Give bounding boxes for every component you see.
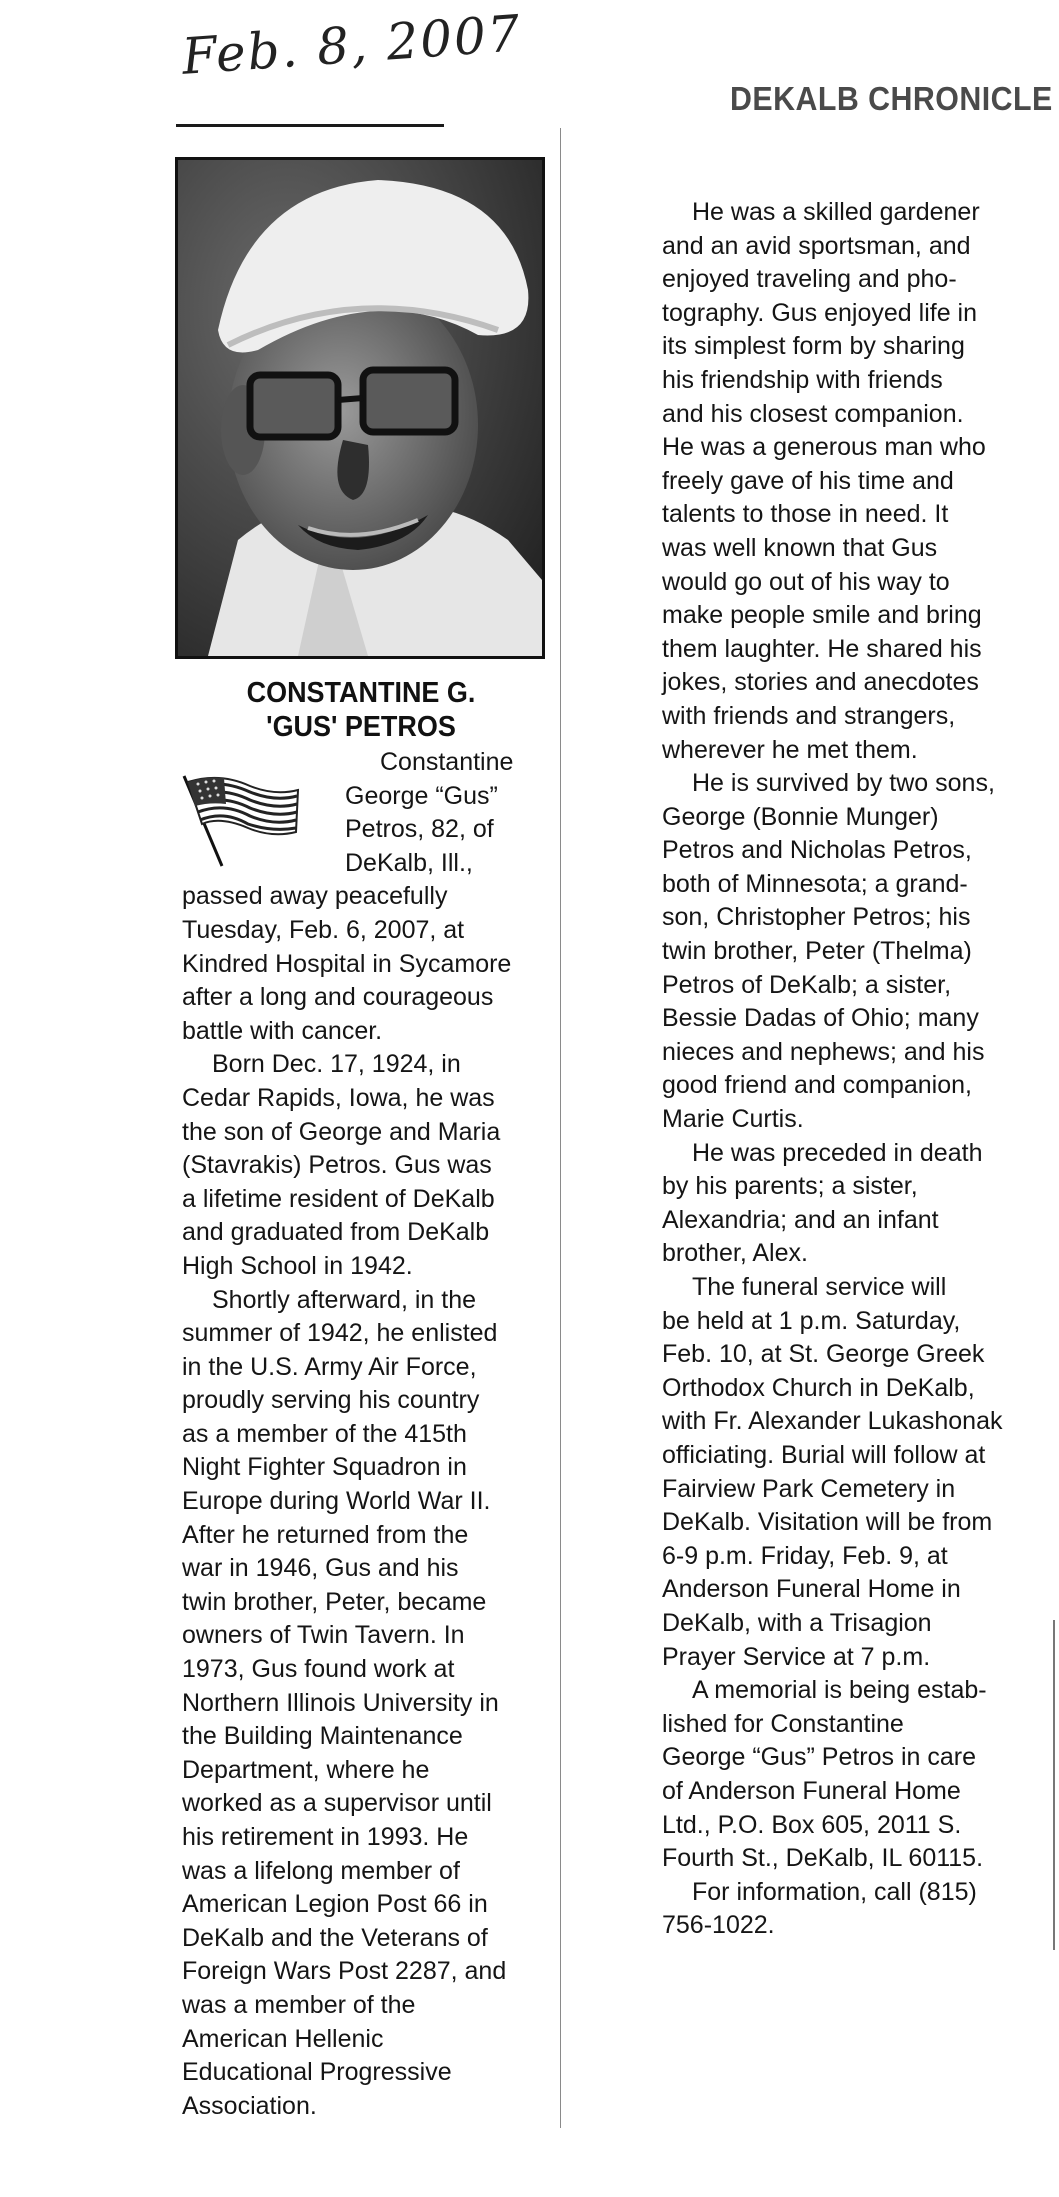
headline-line-1: CONSTANTINE G.	[246, 677, 476, 709]
text-line: was well known that Gus	[662, 533, 938, 562]
text-line: was a lifelong member of	[182, 1856, 460, 1885]
text-line: his friendship with friends	[662, 365, 943, 394]
text-line: American Legion Post 66 in	[182, 1890, 488, 1919]
text-line: Educational Progressive	[182, 2058, 452, 2087]
intro-line: DeKalb, Ill.,	[345, 848, 473, 877]
intro-line: Petros, 82, of	[345, 815, 494, 844]
text-line: He was preceded in death	[692, 1138, 983, 1167]
text-line: officiating. Burial will follow at	[662, 1440, 986, 1469]
text-line: be held at 1 p.m. Saturday,	[662, 1306, 961, 1335]
text-line: Bessie Dadas of Ohio; many	[662, 1004, 979, 1033]
text-line: worked as a supervisor until	[182, 1789, 492, 1818]
obituary-left-column	[182, 746, 513, 2123]
text-line: his retirement in 1993. He	[182, 1823, 469, 1851]
text-line: Department, where he	[182, 1755, 430, 1784]
text-line: High School in 1942.	[182, 1251, 413, 1280]
date-underline	[176, 124, 444, 127]
text-line: with friends and strangers,	[662, 701, 956, 730]
text-line: brother, Alex.	[662, 1239, 808, 1268]
text-line: Marie Curtis.	[662, 1105, 804, 1134]
text-line: talents to those in need. It	[662, 500, 949, 529]
text-line: the Building Maintenance	[182, 1722, 463, 1751]
text-line: George (Bonnie Munger)	[662, 802, 939, 831]
text-line: nieces and nephews; and his	[662, 1037, 985, 1066]
text-line: war in 1946, Gus and his	[182, 1554, 459, 1583]
text-line: Alexandria; and an infant	[662, 1205, 939, 1234]
text-line: was a member of the	[182, 1990, 416, 2019]
text-line: after a long and courageous	[182, 983, 494, 1012]
headline-line-2: 'GUS' PETROS	[266, 711, 456, 743]
text-line: them laughter. He shared his	[662, 634, 982, 663]
text-line: the son of George and Maria	[182, 1117, 501, 1146]
text-line: Kindred Hospital in Sycamore	[182, 949, 512, 978]
newspaper-masthead: DEKALB CHRONICLE	[730, 80, 1053, 117]
text-line: A memorial is being estab-	[692, 1676, 987, 1705]
text-line: a lifetime resident of DeKalb	[182, 1184, 495, 1213]
text-line: jokes, stories and anecdotes	[662, 668, 979, 697]
intro-line: George “Gus”	[345, 781, 498, 810]
text-line: tography. Gus enjoyed life in	[662, 298, 978, 327]
text-line: He is survived by two sons,	[692, 769, 995, 798]
text-line: by his parents; a sister,	[662, 1172, 918, 1201]
text-line: lished for Constantine	[662, 1709, 904, 1738]
text-line: would go out of his way to	[662, 567, 950, 596]
text-line: and an avid sportsman, and	[662, 231, 971, 260]
text-line: 6-9 p.m. Friday, Feb. 9, at	[662, 1541, 948, 1570]
text-line: make people smile and bring	[662, 601, 982, 630]
text-line: DeKalb and the Veterans of	[182, 1923, 488, 1952]
text-line: Born Dec. 17, 1924, in	[212, 1050, 461, 1079]
text-line: twin brother, Peter (Thelma)	[662, 937, 972, 966]
text-line: 756-1022.	[662, 1911, 775, 1940]
portrait-photo	[175, 157, 545, 659]
text-line: Feb. 10, at St. George Greek	[662, 1340, 985, 1369]
text-line: Prayer Service at 7 p.m.	[662, 1642, 931, 1671]
text-line: Europe during World War II.	[182, 1487, 491, 1516]
text-line: of Anderson Funeral Home	[662, 1776, 961, 1805]
text-line: with Fr. Alexander Lukashonak	[662, 1407, 1003, 1436]
text-line: Cedar Rapids, Iowa, he was	[182, 1083, 495, 1112]
text-line: twin brother, Peter, became	[182, 1587, 487, 1616]
text-line: and graduated from DeKalb	[182, 1218, 490, 1247]
text-line: Night Fighter Squadron in	[182, 1453, 467, 1482]
text-line: battle with cancer.	[182, 1016, 383, 1045]
text-line: and his closest companion.	[662, 399, 964, 428]
text-line: wherever he met them.	[662, 735, 918, 764]
text-line: He was a generous man who	[662, 433, 986, 462]
text-line: Northern Illinois University in	[182, 1688, 499, 1717]
text-line: in the U.S. Army Air Force,	[182, 1352, 477, 1381]
text-line: American Hellenic	[182, 2024, 384, 2053]
text-line: Foreign Wars Post 2287, and	[182, 1957, 507, 1986]
text-line: both of Minnesota; a grand-	[662, 869, 968, 898]
text-line: Orthodox Church in DeKalb,	[662, 1373, 975, 1402]
text-line: good friend and companion,	[662, 1071, 972, 1100]
text-line: He was a skilled gardener	[692, 198, 980, 226]
text-line: son, Christopher Petros; his	[662, 903, 971, 932]
text-line: DeKalb, with a Trisagion	[662, 1608, 932, 1637]
text-line: Fourth St., DeKalb, IL 60115.	[662, 1844, 984, 1873]
handwritten-date: Feb. 8, 2007	[180, 4, 524, 86]
text-line: Shortly afterward, in the	[212, 1285, 477, 1314]
text-line: owners of Twin Tavern. In	[182, 1621, 465, 1650]
text-line: DeKalb. Visitation will be from	[662, 1508, 993, 1537]
text-line: Association.	[182, 2091, 317, 2120]
text-line: its simplest form by sharing	[662, 332, 965, 361]
text-line: passed away peacefully	[182, 882, 448, 911]
text-line: as a member of the 415th	[182, 1419, 467, 1448]
column-divider	[560, 128, 561, 2128]
text-line: 1973, Gus found work at	[182, 1655, 455, 1684]
text-line: George “Gus” Petros in care	[662, 1743, 977, 1772]
text-line: After he returned from the	[182, 1520, 469, 1549]
text-line: proudly serving his country	[182, 1386, 480, 1415]
text-line: For information, call (815)	[692, 1877, 977, 1906]
text-line: freely gave of his time and	[662, 466, 954, 495]
text-line: Petros and Nicholas Petros,	[662, 836, 972, 865]
clipping-edge-line	[1053, 1620, 1055, 1950]
text-line: summer of 1942, he enlisted	[182, 1319, 498, 1348]
intro-line: Constantine	[380, 748, 514, 776]
text-line: Ltd., P.O. Box 605, 2011 S.	[662, 1810, 962, 1839]
obituary-headline	[188, 676, 534, 744]
text-line: (Stavrakis) Petros. Gus was	[182, 1151, 492, 1180]
text-line: Petros of DeKalb; a sister,	[662, 970, 952, 999]
text-line: Anderson Funeral Home in	[662, 1575, 961, 1604]
text-line: Tuesday, Feb. 6, 2007, at	[182, 915, 465, 944]
text-line: enjoyed traveling and pho-	[662, 265, 957, 294]
text-line: Fairview Park Cemetery in	[662, 1474, 956, 1503]
text-line: The funeral service will	[692, 1273, 947, 1301]
obituary-right-column	[662, 196, 1002, 1943]
